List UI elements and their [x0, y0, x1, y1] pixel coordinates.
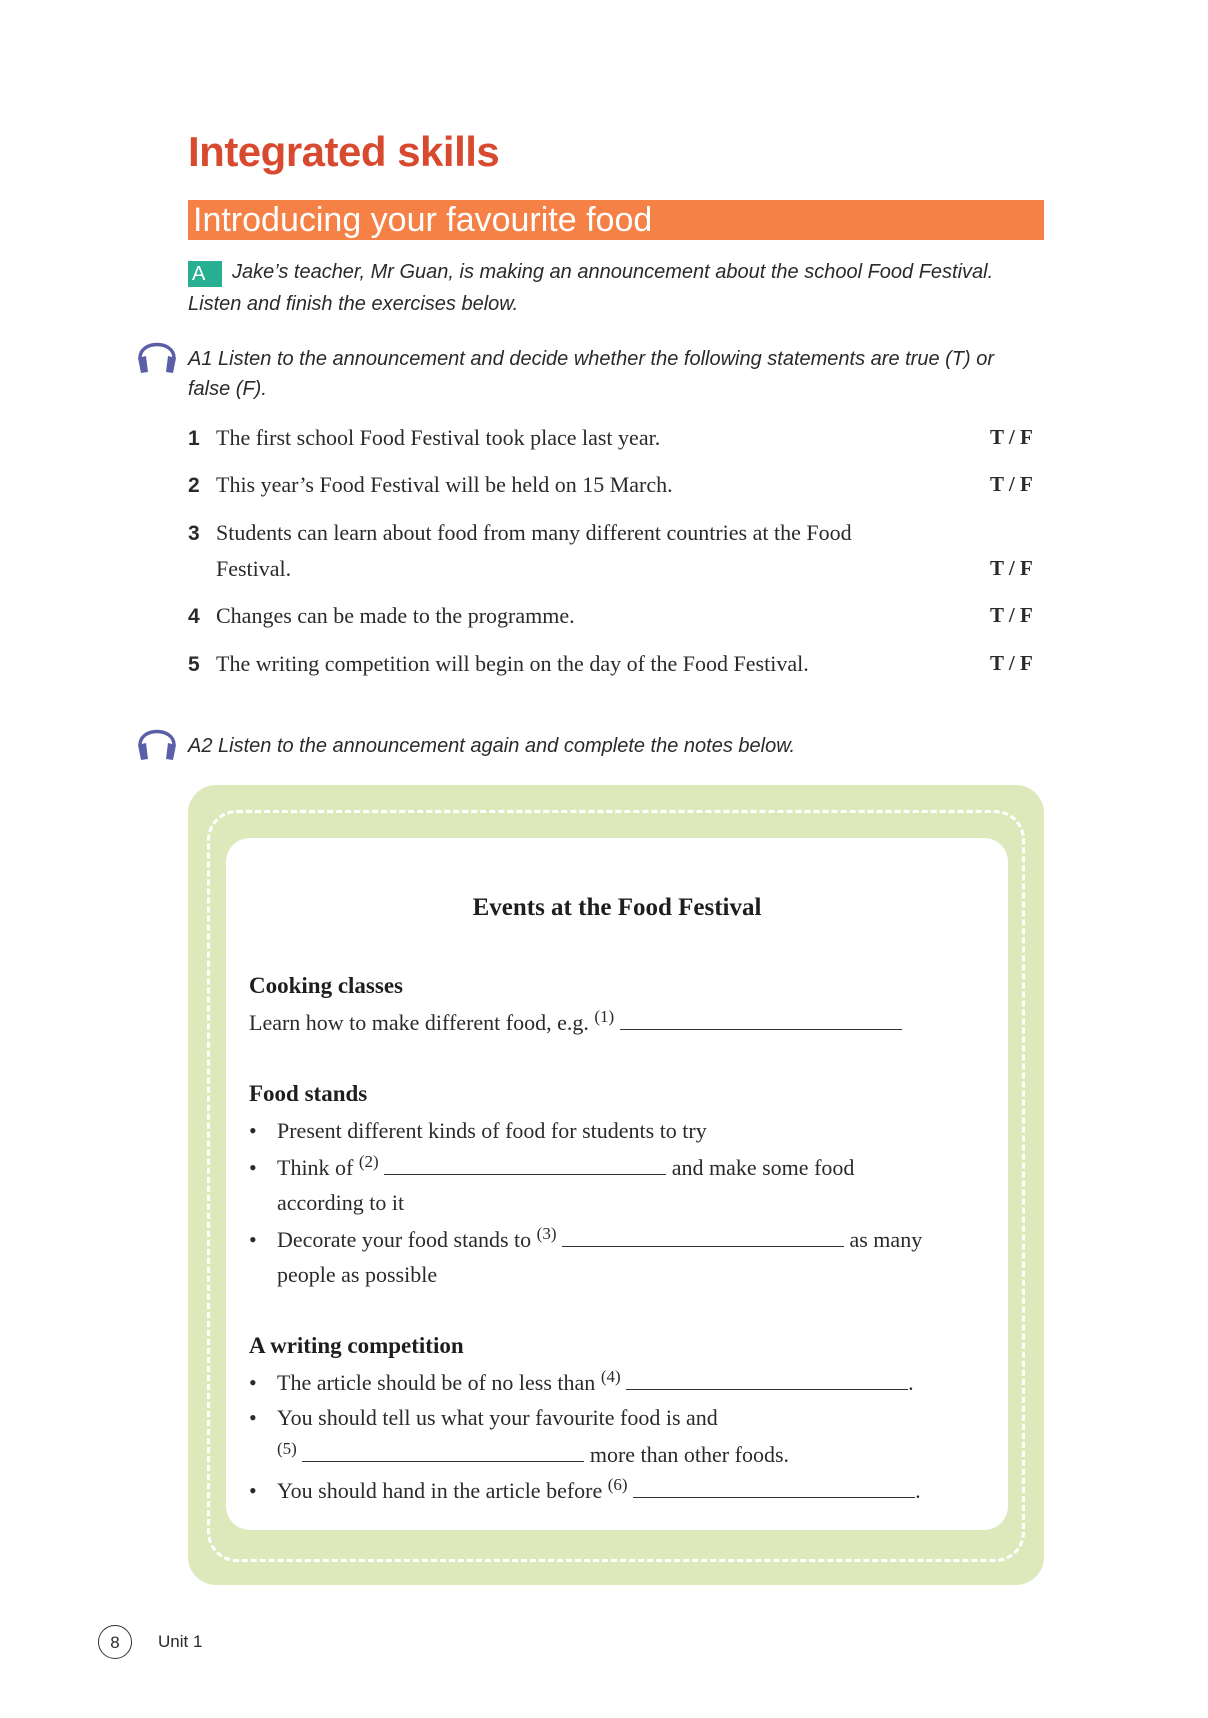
- bullet-text-after: .: [915, 1478, 921, 1503]
- writing-bullet-2: [249, 1405, 718, 1431]
- bullet-dot: •: [249, 1478, 257, 1503]
- blank-number-4: (4): [600, 1367, 621, 1386]
- answer-blank-2[interactable]: [384, 1154, 666, 1175]
- statement-text: Students can learn about food from many different countries at the Food: [216, 520, 852, 545]
- writing-heading: A writing competition: [249, 1333, 464, 1358]
- statement-text: This year’s Food Festival will be held on 15 March.: [216, 472, 673, 497]
- blank-number-5: (5): [277, 1439, 297, 1458]
- part-a-badge: A: [188, 261, 222, 287]
- part-a-instruction-line2: Listen and finish the exercises below.: [188, 293, 519, 315]
- cooking-line: [249, 1009, 902, 1036]
- bullet-dot: •: [249, 1370, 257, 1395]
- writing-bullet-3: [249, 1477, 921, 1504]
- stands-heading: Food stands: [249, 1081, 368, 1106]
- statement-1: [188, 425, 660, 451]
- bullet-dot: •: [249, 1227, 257, 1252]
- unit-label: Unit 1: [158, 1632, 203, 1651]
- statement-number: 5: [188, 653, 200, 676]
- true-false-choice-4[interactable]: T / F: [990, 603, 1033, 627]
- a1-instruction-line1: A1 Listen to the announcement and decide whether the following statements are true (T) or: [188, 348, 995, 370]
- page-title: Integrated skills: [188, 128, 500, 175]
- answer-blank-3[interactable]: [562, 1226, 844, 1247]
- bullet-dot: •: [249, 1118, 257, 1143]
- section-title: Introducing your favourite food: [193, 201, 653, 239]
- bullet-text: Decorate your food stands to: [277, 1227, 532, 1252]
- cooking-heading: Cooking classes: [249, 973, 403, 998]
- answer-blank-5[interactable]: [302, 1441, 584, 1462]
- statement-text: The first school Food Festival took place last year.: [216, 425, 661, 450]
- blank-number-3: (3): [536, 1224, 557, 1243]
- statement-text: The writing competition will begin on the day of the Food Festival.: [216, 651, 809, 676]
- section-heading-bar: [188, 200, 1044, 240]
- a2-instruction: A2 Listen to the announcement again and complete the notes below.: [188, 735, 796, 757]
- true-false-choice-3[interactable]: T / F: [990, 556, 1033, 580]
- part-a-instruction-line1: Jake’s teacher, Mr Guan, is making an announcement about the school Food Festival.: [232, 261, 994, 283]
- statement-4: [188, 603, 575, 629]
- writing-bullet-2-line2: [277, 1441, 789, 1468]
- bullet-text: Present different kinds of food for students to try: [277, 1118, 707, 1143]
- statement-5: [188, 651, 809, 677]
- headphones-icon[interactable]: [134, 717, 180, 763]
- a1-instruction-line2: false (F).: [188, 378, 267, 400]
- bullet-text: The article should be of no less than: [277, 1370, 596, 1395]
- statement-3: [188, 520, 852, 546]
- bullet-text-after: and make some food: [671, 1155, 855, 1180]
- bullet-text: Think of: [277, 1155, 354, 1180]
- bullet-text: You should hand in the article before: [277, 1478, 603, 1503]
- answer-blank-4[interactable]: [626, 1369, 908, 1390]
- blank-number-6: (6): [607, 1475, 628, 1494]
- statement-2: [188, 472, 673, 498]
- statement-number: 2: [188, 474, 200, 497]
- blank-number-2: (2): [358, 1152, 379, 1171]
- bullet-text-after: more than other foods.: [589, 1442, 789, 1467]
- answer-blank-1[interactable]: [620, 1009, 902, 1030]
- stands-bullet-3-line2: people as possible: [277, 1262, 438, 1287]
- cooking-text: Learn how to make different food, e.g.: [249, 1010, 589, 1035]
- part-a-instruction: [188, 261, 993, 287]
- headphones-icon[interactable]: [134, 330, 180, 376]
- bullet-dot: •: [249, 1405, 257, 1430]
- stands-bullet-2: [249, 1154, 854, 1181]
- notes-title: Events at the Food Festival: [472, 894, 762, 921]
- answer-blank-6[interactable]: [633, 1477, 915, 1498]
- bullet-text-after: as many: [849, 1227, 923, 1252]
- stands-bullet-1: [249, 1118, 707, 1144]
- statement-3-line2: Festival.: [216, 556, 292, 581]
- page-number: 8: [98, 1625, 132, 1659]
- bullet-dot: •: [249, 1155, 257, 1180]
- statement-number: 4: [188, 605, 200, 628]
- true-false-choice-1[interactable]: T / F: [990, 425, 1033, 449]
- blank-number-1: (1): [594, 1007, 615, 1026]
- stands-bullet-3: [249, 1226, 922, 1253]
- writing-bullet-1: [249, 1369, 914, 1396]
- true-false-choice-2[interactable]: T / F: [990, 472, 1033, 496]
- statement-number: 3: [188, 522, 200, 545]
- true-false-choice-5[interactable]: T / F: [990, 651, 1033, 675]
- statement-number: 1: [188, 427, 200, 450]
- stands-bullet-2-line2: according to it: [277, 1190, 405, 1215]
- bullet-text-after: .: [908, 1370, 914, 1395]
- bullet-text: You should tell us what your favourite food is and: [277, 1405, 718, 1430]
- statement-text: Changes can be made to the programme.: [216, 603, 575, 628]
